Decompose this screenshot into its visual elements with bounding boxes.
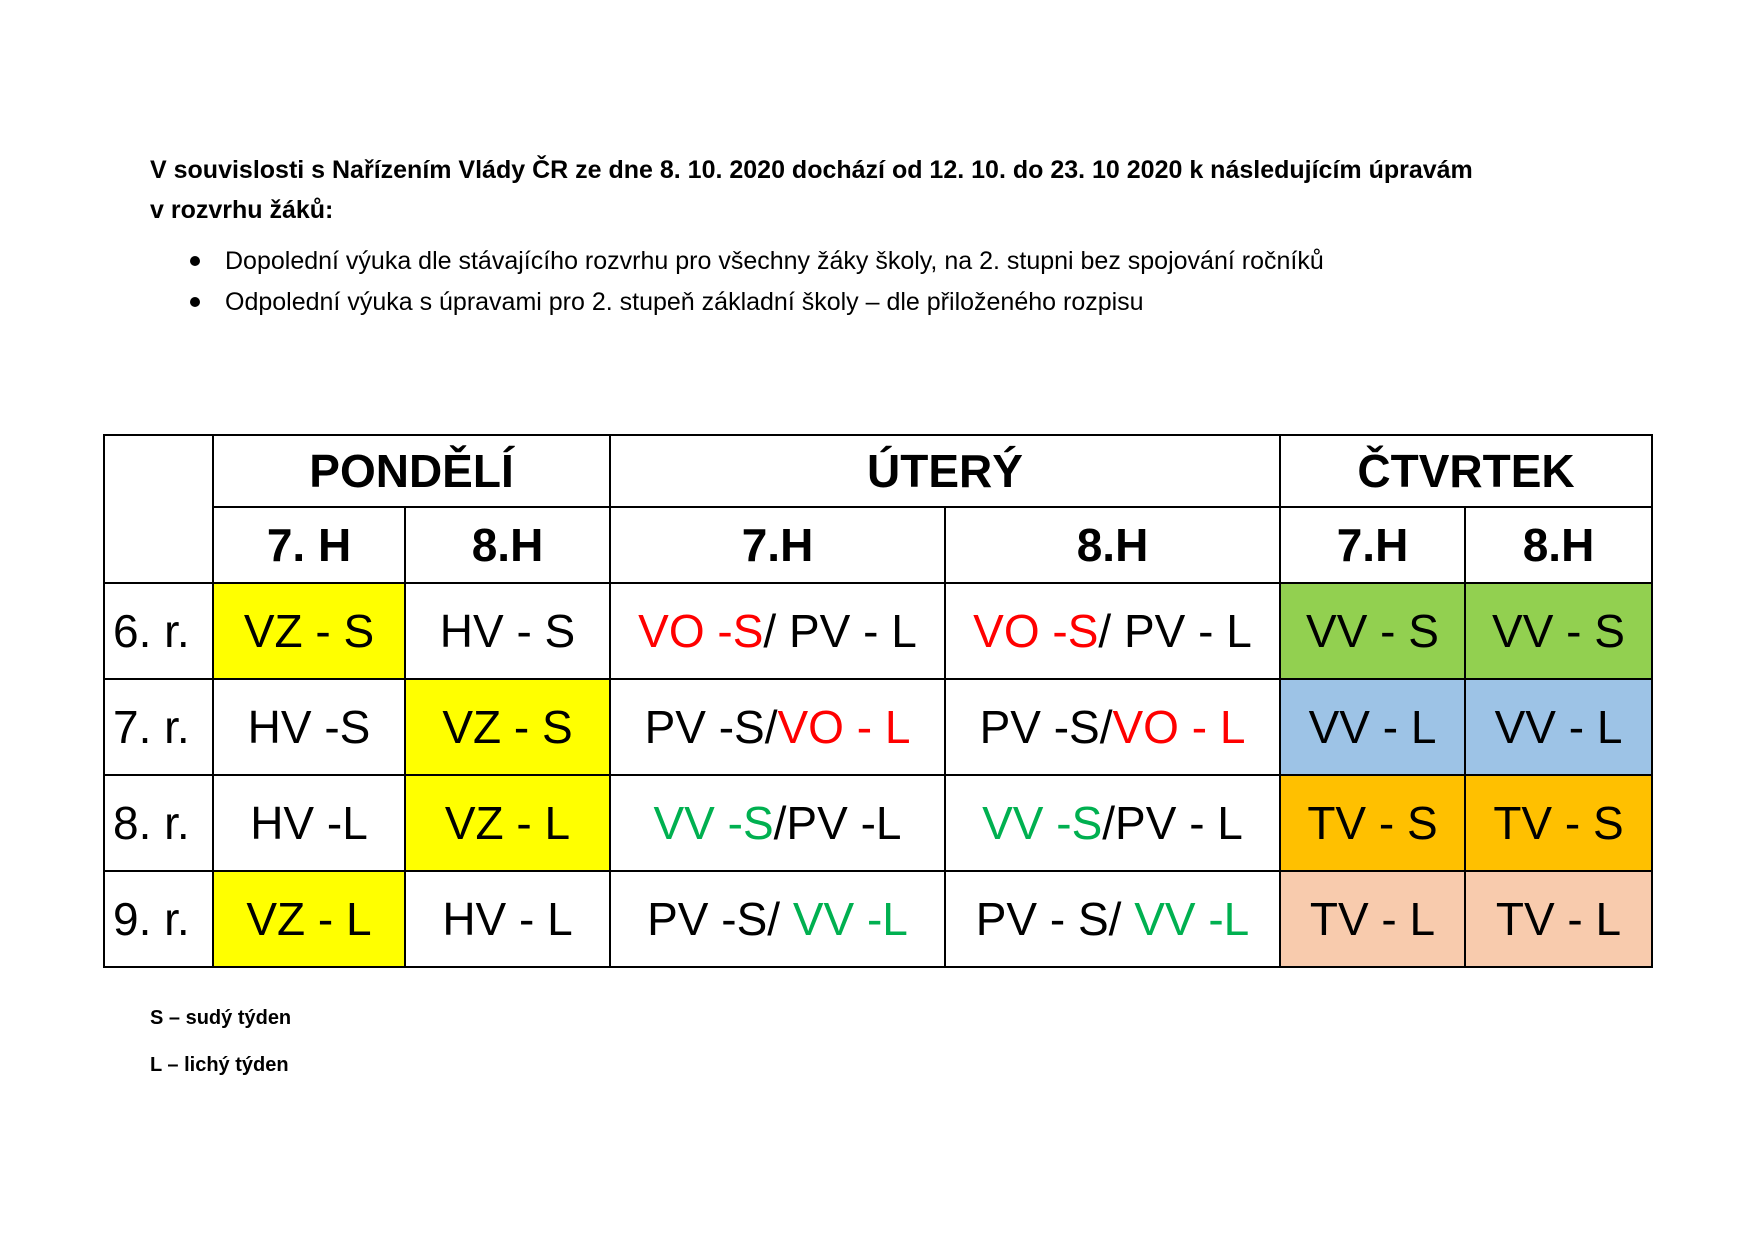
- intro-line-2: v rozvrhu žáků:: [150, 196, 334, 224]
- cell-text: VZ - L: [444, 797, 571, 849]
- cell-text: VO -S: [638, 605, 764, 657]
- bullet-text: Dopolední výuka dle stávajícího rozvrhu pro všechny žáky školy, na 2. stupni bez spojování ročníků: [225, 247, 1324, 275]
- day-header-monday: PONDĚLÍ: [213, 435, 610, 507]
- schedule-cell: [405, 583, 610, 679]
- corner-cell: [104, 435, 213, 583]
- group-header: 7.H: [1280, 507, 1465, 583]
- bullet-list: [150, 241, 1570, 323]
- cell-text: VV - L: [1494, 701, 1623, 753]
- schedule-cell: [945, 679, 1280, 775]
- cell-text: TV - L: [1495, 893, 1622, 945]
- group-header-row: [104, 507, 1652, 583]
- table-row: [104, 775, 1652, 871]
- cell-text: /PV - L: [1102, 797, 1243, 849]
- schedule-cell: [1280, 871, 1465, 967]
- legend-even-week: S – sudý týden: [150, 1007, 292, 1029]
- cell-text: HV - S: [439, 605, 576, 657]
- schedule-cell: [610, 871, 945, 967]
- schedule-cell: [1280, 583, 1465, 679]
- table-row: [104, 679, 1652, 775]
- cell-text: TV - S: [1307, 797, 1438, 849]
- schedule-cell: [1465, 583, 1652, 679]
- cell-text: VV -L: [792, 893, 908, 945]
- intro-paragraph: [150, 150, 1550, 230]
- schedule-cell: [213, 679, 405, 775]
- table-row: [104, 583, 1652, 679]
- cell-text: VV - L: [1308, 701, 1437, 753]
- cell-text: VV - S: [1492, 605, 1625, 657]
- schedule-body: [104, 583, 1652, 967]
- schedule-cell: [405, 679, 610, 775]
- day-header-row: [104, 435, 1652, 507]
- cell-text: VO - L: [1112, 701, 1246, 753]
- bullet-item: [150, 241, 1570, 282]
- intro-line-1: V souvislosti s Nařízením Vlády ČR ze dne 8. 10. 2020 dochází od 12. 10. do 23. 10 2020 k následujícím úpravám: [150, 156, 1473, 184]
- legend-odd-week: L – lichý týden: [150, 1054, 289, 1076]
- bullet-item: [150, 282, 1570, 323]
- group-header: 8.H: [405, 507, 610, 583]
- day-header-thursday: ČTVRTEK: [1280, 435, 1652, 507]
- schedule-cell: [1280, 679, 1465, 775]
- row-label: 9. r.: [104, 871, 213, 967]
- schedule-cell: [945, 583, 1280, 679]
- schedule-cell: [213, 871, 405, 967]
- row-label: 6. r.: [104, 583, 213, 679]
- schedule-cell: [1280, 775, 1465, 871]
- cell-text: VV - S: [1306, 605, 1439, 657]
- group-header: 8.H: [945, 507, 1280, 583]
- cell-text: TV - L: [1309, 893, 1436, 945]
- bullet-dot-icon: [190, 297, 200, 307]
- group-header: 7.H: [610, 507, 945, 583]
- schedule-table: [103, 434, 1653, 968]
- bullet-dot-icon: [190, 256, 200, 266]
- schedule-cell: [405, 871, 610, 967]
- cell-text: PV -S/: [647, 893, 793, 945]
- cell-text: VV -S: [653, 797, 774, 849]
- cell-text: HV -S: [247, 701, 371, 753]
- group-header: 8.H: [1465, 507, 1652, 583]
- cell-text: VV -L: [1134, 893, 1250, 945]
- schedule-cell: [1465, 679, 1652, 775]
- cell-text: HV - L: [442, 893, 573, 945]
- group-header: 7. H: [213, 507, 405, 583]
- cell-text: PV -S/: [979, 701, 1113, 753]
- cell-text: VZ - L: [246, 893, 372, 945]
- cell-text: VZ - S: [442, 701, 573, 753]
- row-label: 8. r.: [104, 775, 213, 871]
- cell-text: /PV -L: [773, 797, 902, 849]
- schedule-cell: [1465, 871, 1652, 967]
- day-header-tuesday: ÚTERÝ: [610, 435, 1280, 507]
- cell-text: HV -L: [250, 797, 368, 849]
- schedule-cell: [610, 679, 945, 775]
- cell-text: VO - L: [777, 701, 911, 753]
- row-label: 7. r.: [104, 679, 213, 775]
- cell-text: PV -S/: [644, 701, 778, 753]
- table-row: [104, 871, 1652, 967]
- schedule-cell: [405, 775, 610, 871]
- schedule-cell: [945, 871, 1280, 967]
- schedule-cell: [610, 583, 945, 679]
- schedule-cell: [610, 775, 945, 871]
- cell-text: PV - S/: [975, 893, 1135, 945]
- cell-text: TV - S: [1493, 797, 1624, 849]
- cell-text: VZ - S: [243, 605, 375, 657]
- schedule-cell: [213, 583, 405, 679]
- cell-text: VO -S: [973, 605, 1099, 657]
- schedule-cell: [945, 775, 1280, 871]
- cell-text: / PV - L: [1098, 605, 1252, 657]
- cell-text: / PV - L: [763, 605, 917, 657]
- bullet-text: Odpolední výuka s úpravami pro 2. stupeň základní školy – dle přiloženého rozpisu: [225, 288, 1144, 316]
- cell-text: VV -S: [982, 797, 1103, 849]
- schedule-cell: [1465, 775, 1652, 871]
- schedule-cell: [213, 775, 405, 871]
